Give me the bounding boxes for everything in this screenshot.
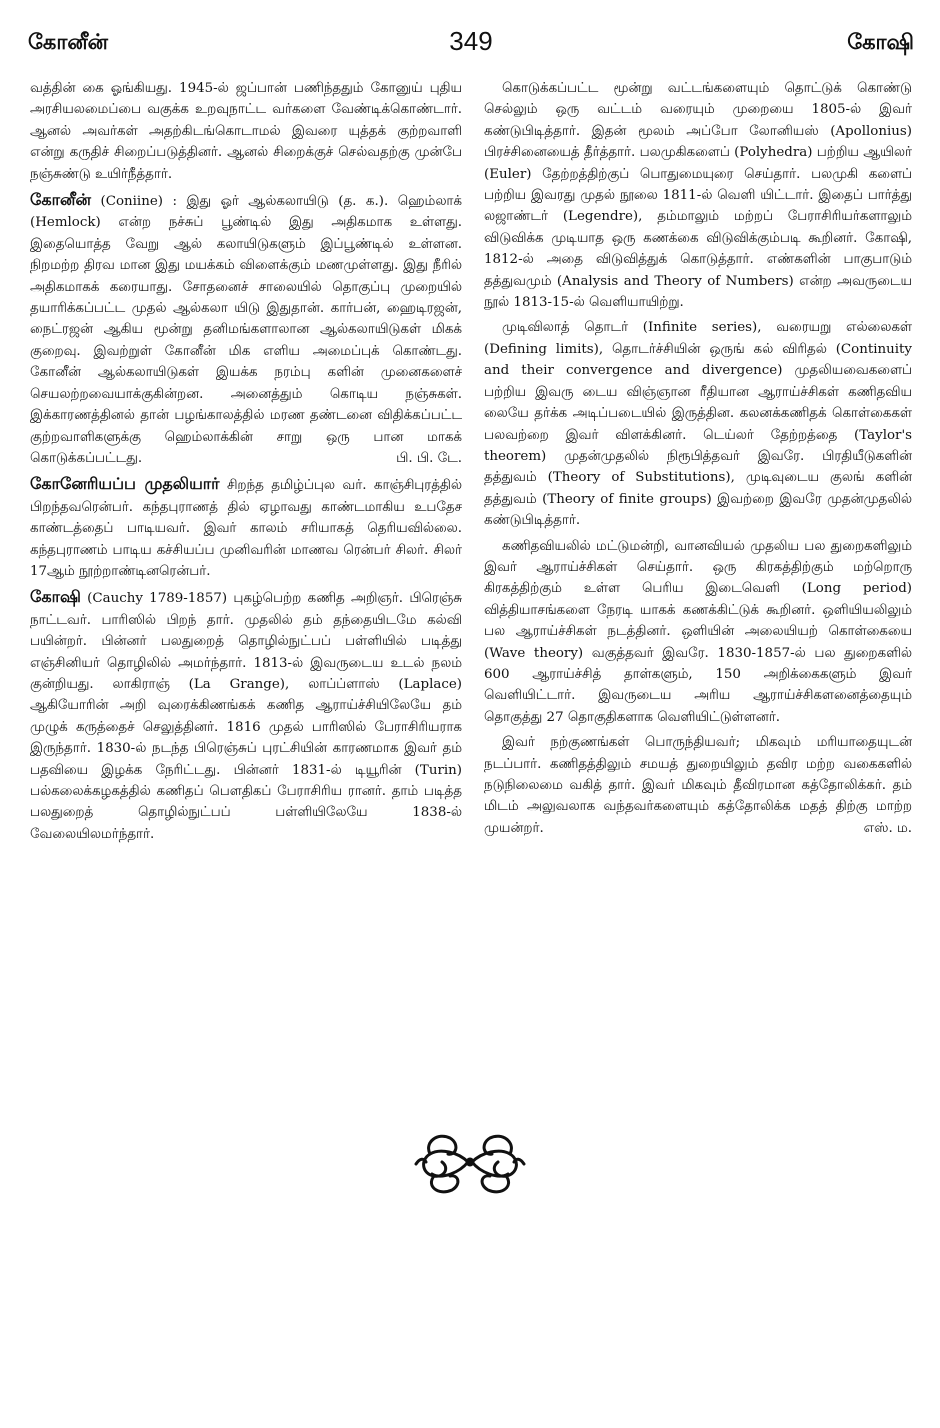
entry-cauchy bbox=[30, 586, 462, 845]
page-header bbox=[28, 26, 914, 66]
entry-term: கோனேரியப்ப முதலியார் bbox=[30, 474, 220, 494]
author-signature: பி. பி. டே. bbox=[396, 450, 462, 466]
entry-body: (Coniine) : இது ஓர் ஆல்கலாயிடு (த. க.). ஹெம்லாக் (Hemlock) என்ற நச்சுப் பூண்டில் இது அதிகமாக உள்ளது. இதையொத்த வேறு ஆல் கலாயிடுகளும் இப்பூண்டில் உள்ளன. நிறமற்ற திரவ மான இது மயக்கம் விளைக்கும் மணமுள்ளது. இது நீரில் அதிகமாகக் கரையாது. சோதனைச் சாலையில் தொகுப்பு முறையில் தயாரிக்கப்பட்ட முதல் ஆல்கலா யிடு இதுதான். கார்பன், ஹைடிரஜன், நைட்ரஜன் ஆகிய மூன்று தனிமங்களாலான ஆல்கலாயிடுகள் மிகக் குறைவு. இவற்றுள் கோனீன் மிக எளிய அமைப்புக் கொண்டது. கோனீன் ஆல்கலாயிடுகள் இயக்க நரம்பு களின் முனைகளைச் செயலற்றவையாக்குகின்றன. அனைத்தும் கொடிய நஞ்சுகள். இக்காரணத்தினல் தான் பழங்காலத்தில் மரண தண்டனை விதிக்கப்பட்ட குற்றவாளிகளுக்கு ஹெம்லாக்கின் சாறு ஒரு பான மாகக் கொடுக்கப்பட்டது. bbox=[30, 194, 462, 466]
header-left-guideword: கோனீன் bbox=[28, 30, 109, 54]
entry-body: (Cauchy 1789-1857) புகழ்பெற்ற கணித அறிஞர். பிரெஞ்சு நாட்டவர். பாரிஸில் பிறந் தார். முதலில் தம் தந்தையிடமே கல்வி பயின்றர். பின்னர் பலதுறைத் தொழில்நுட்பப் பள்ளியில் படித்து எஞ்சினியர் தொழிலில் அமர்ந்தார். 1813-ல் இவருடைய உடல் நலம் குன்றியது. லாகிராஞ் (La Grange), லாப்ப்ளாஸ் (Laplace) ஆகியோரின் அறி வுரைக்கிணங்கக் கணித ஆராய்ச்சியிலேயே தம் முழுக் கருத்தைச் செலுத்தினர். 1816 முதல் பாரிஸில் பேராசிரியராக இருந்தார். 1830-ல் நடந்த பிரெஞ்சுப் புரட்சியின் காரணமாக இவர் தம் பதவியை இழக்க நேரிட்டது. பின்னர் 1831-ல் டியூரின் (Turin) பல்கலைக்கழகத்தில் கணிதப் பௌதிகப் பேராசிரிய ரானர். தாம் படித்த பலதுறைத் தொழில்நுட்பப் பள்ளியிலேயே 1838-ல் வேலையிலமர்ந்தார். bbox=[30, 591, 462, 842]
entry-term: கோஷி bbox=[30, 587, 81, 607]
entry-coniine bbox=[30, 189, 462, 469]
body-paragraph: கொடுக்கப்பட்ட மூன்று வட்டங்களையும் தொட்டுக் கொண்டு செல்லும் ஒரு வட்டம் வரையும் முறையை 1805-ல் இவர் கண்டுபிடித்தார். இதன் மூலம் அப்போ லோனியஸ் (Apollonius) பிரச்சினையைத் தீர்த்தார். பலமுகிகளைப் (Polyhedra) பற்றிய ஆயிலர் (Euler) தேற்றத்திற்குப் பொதுமையுரை செய்தார். பலமுகி களைப் பற்றிய இவரது முதல் நூலை 1811-ல் வெளி யிட்டார். இதைப் பார்த்து லஜாண்டர் (Legendre), தம்மாலும் மற்றப் பேராசிரியர்களாலும் விடுவிக்க முடியாத ஒரு கணக்கை விடுவிக்கும்படி கூறினர். கோஷி, 1812-ல் அதை விடுவித்துக் கொடுத்தார். எண்களின் பாகுபாடும் தத்துவமும் (Analysis and Theory of Numbers) என்ற அவருடைய நூல் 1813-15-ல் வெளியாயிற்று. bbox=[484, 81, 912, 311]
paragraph-text: இவர் நற்குணங்கள் பொருந்தியவர்; மிகவும் மரியாதையுடன் நடப்பார். கணிதத்திலும் சமயத் துறையிலும் தவிர மற்ற வகைகளில் நடுநிலைமை வகித் தார். இவர் மிகவும் தீவிரமான கத்தோலிக்கர். தம் மிடம் அலுவலாக வந்தவர்களையும் கத்தோலிக்க மதத் திற்கு மாற்ற முயன்றர். bbox=[484, 735, 912, 836]
decorative-scroll-ornament-icon bbox=[410, 1124, 530, 1200]
author-signature: எஸ். ம. bbox=[863, 820, 912, 836]
header-right-guideword: கோஷி bbox=[847, 30, 914, 54]
entry-term: கோனீன் bbox=[30, 190, 91, 210]
entry-body: சிறந்த தமிழ்ப்புல வர். காஞ்சிபுரத்தில் பிறந்தவரென்பர். கந்தபுராணத் தில் ஏழாவது காண்டமாகிய உபதேச காண்டத்தைப் பாடியவர். இவர் காலம் சரியாகத் தெரியவில்லை. கந்தபுராணம் பாடிய கச்சியப்ப முனிவரின் மாணவ ரென்பர் சிலர். சிலர் 17ஆம் நூற்றாண்டினரென்பர். bbox=[30, 478, 463, 579]
body-paragraph bbox=[484, 732, 912, 839]
right-column bbox=[484, 78, 912, 843]
entry-koneriyappa-mudaliyar bbox=[30, 473, 462, 582]
left-column bbox=[30, 78, 462, 849]
body-paragraph: முடிவிலாத் தொடர் (Infinite series), வரையறு எல்லைகள் (Defining limits), தொடர்ச்சியின் ஒருங் கல் விரிதல் (Continuity and their convergence and divergence) முதலியவைகளைப் பற்றிய இவரு டைய விஞ்ஞான ரீதியான ஆராய்ச்சிகள் கணிதவிய லையே தர்க்க அடிப்படையில் இருத்தின. கலனக்கணிதக் கொள்கைகள் பலவற்றை இவர் விளக்கினர். டெய்லர் தேற்றத்தை (Taylor's theorem) முதன்முதலில் நிரூபித்தவர் இவரே. பிரதியீடுகளின் தத்துவம் (Theory of Substitutions), முடிவுடைய குலங் களின் தத்துவம் (Theory of finite groups) இவற்றை இவரே முதன்முதலில் கண்டுபிடித்தார். bbox=[484, 320, 912, 529]
body-paragraph: கணிதவியலில் மட்டுமன்றி, வானவியல் முதலிய பல துறைகளிலும் இவர் ஆராய்ச்சிகள் செய்தார். ஒரு கிரகத்திற்கும் மற்றொரு கிரகத்திற்கும் உள்ள பெரிய இடைவெளி (Long period) வித்தியாசங்களை நேரடி யாகக் கணக்கிட்டுக் கூறினர். ஒளியியலிலும் பல ஆராய்ச்சிகள் நடத்தினர். ஒளியின் அலையியற் கொள்கையை (Wave theory) வகுத்தவர் இவரே. 1830-1857-ல் பல துறைகளில் 600 ஆராய்ச்சித் தாள்களும், 150 அறிக்கைகளும் இவர் வெளியிட்டார். இவருடைய அரிய ஆராய்ச்சிகளனைத்தையும் தொகுத்து 27 தொகுதிகளாக வெளியிட்டுள்ளனர். bbox=[484, 538, 912, 725]
page-number: 349 bbox=[449, 26, 493, 56]
continued-paragraph: வத்தின் கை ஓங்கியது. 1945-ல் ஜப்பான் பணிந்ததும் கோனுய் புதிய அரசியலமைப்பை வகுக்க உறவுநாட்ட வர்களை வேண்டிக்கொண்டார். ஆனல் அவர்கள் அதற்கிடங்கொடாமல் இவரை யுத்தக் குற்றவாளி என்று கருதிச் சிறைப்படுத்தினர். ஆனல் சிறைக்குச் செல்வதற்கு முன்பே நஞ்சுண்டு உயிர்நீத்தார். bbox=[30, 81, 462, 182]
